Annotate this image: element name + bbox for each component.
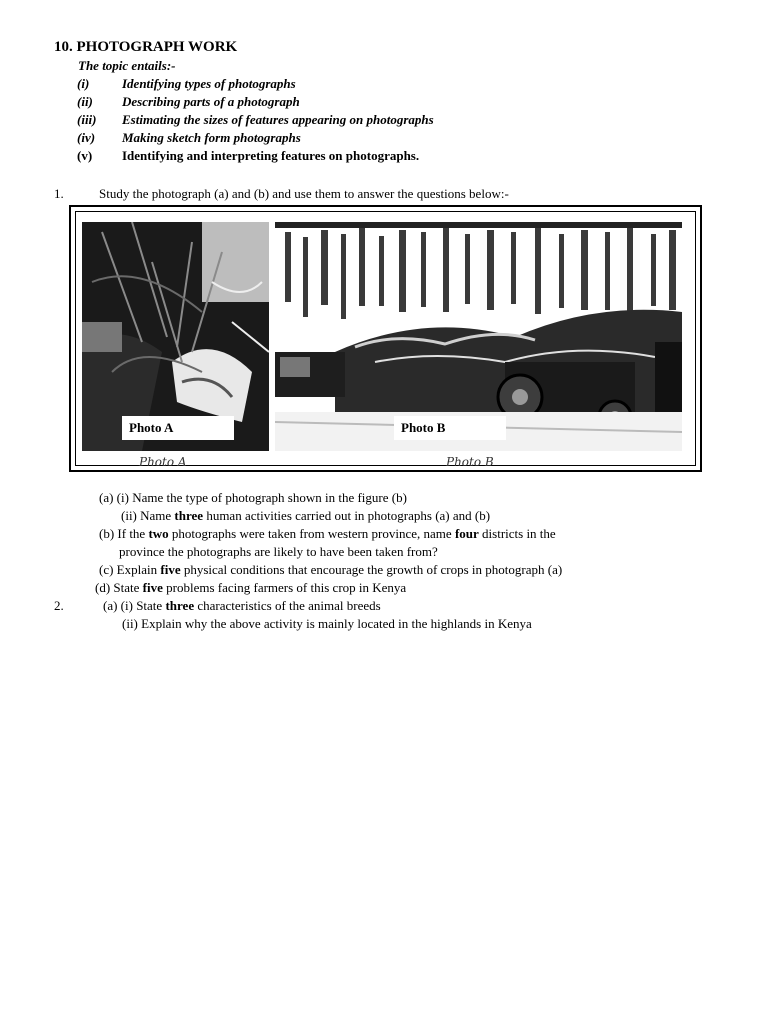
topic-item: Describing parts of a photograph xyxy=(122,94,300,109)
photo-b-caption: Photo B xyxy=(446,455,494,469)
question-text: (c) Explain xyxy=(99,562,161,577)
photograph-frame xyxy=(69,205,702,472)
topic-item: Identifying types of photographs xyxy=(122,76,296,91)
question-1d xyxy=(95,580,406,596)
page-title: 10. PHOTOGRAPH WORK xyxy=(54,39,238,55)
question-2a-i xyxy=(103,598,381,614)
photograph-inner-border xyxy=(75,211,696,469)
topic-item: Making sketch form photographs xyxy=(122,130,301,145)
question-text: physical conditions that encourage the growth of crops in photograph (a) xyxy=(180,562,563,577)
question-text: problems facing farmers of this crop in Kenya xyxy=(162,580,407,595)
question-number: 2. xyxy=(54,598,64,613)
photo-b-label: Photo B xyxy=(394,416,506,440)
question-intro: Study the photograph (a) and (b) and use them to answer the questions below:- xyxy=(99,186,509,201)
emphasis-word: three xyxy=(174,508,204,523)
question-text: (a) (i) State xyxy=(103,598,166,613)
question-number: 1. xyxy=(54,186,64,201)
question-1a-ii xyxy=(121,508,490,524)
question-1c xyxy=(99,562,562,578)
emphasis-word: three xyxy=(165,598,195,613)
question-text: (b) If the xyxy=(99,526,149,541)
question-text: (d) State xyxy=(95,580,143,595)
photo-a-caption: Photo A xyxy=(139,455,187,469)
question-2a-ii: (ii) Explain why the above activity is mainly located in the highlands in Kenya xyxy=(122,616,532,631)
question-text: human activities carried out in photographs (a) and (b) xyxy=(203,508,491,523)
question-text: districts in the xyxy=(478,526,556,541)
emphasis-word: five xyxy=(160,562,181,577)
topic-number: (iii) xyxy=(77,112,97,127)
emphasis-word: two xyxy=(148,526,169,541)
photo-a-label: Photo A xyxy=(122,416,234,440)
emphasis-word: four xyxy=(454,526,479,541)
topic-number: (iv) xyxy=(77,130,96,145)
question-1b-line2: province the photographs are likely to have been taken from? xyxy=(119,544,438,559)
question-text: (ii) Name xyxy=(121,508,175,523)
topic-number: (v) xyxy=(77,148,93,163)
topic-item: Estimating the sizes of features appearing on photographs xyxy=(122,112,434,127)
topic-number: (ii) xyxy=(77,94,93,109)
emphasis-word: five xyxy=(142,580,163,595)
topic-entails-heading: The topic entails:- xyxy=(78,58,176,73)
question-1a-i: (a) (i) Name the type of photograph shown in the figure (b) xyxy=(99,490,407,505)
topic-number: (i) xyxy=(77,76,90,91)
question-text: photographs were taken from western province, name xyxy=(168,526,455,541)
question-text: characteristics of the animal breeds xyxy=(194,598,381,613)
topic-item: Identifying and interpreting features on photographs. xyxy=(122,148,420,163)
question-1b xyxy=(99,526,556,542)
